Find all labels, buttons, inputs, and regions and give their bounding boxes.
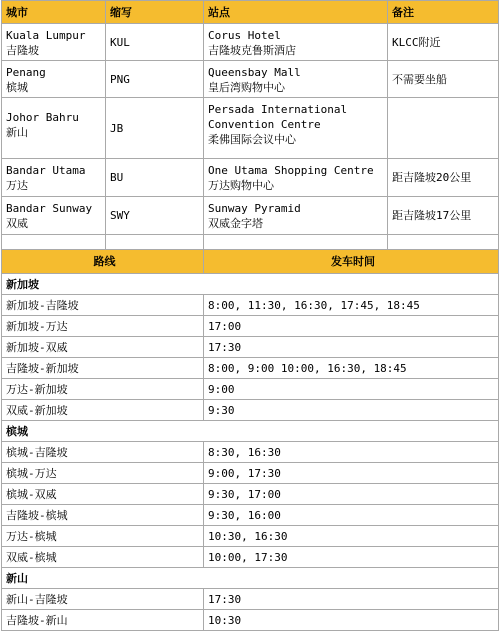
note-cell: 不需要坐船 bbox=[388, 61, 499, 98]
city-name-zh: 槟城 bbox=[6, 81, 28, 94]
header-abbr: 缩写 bbox=[106, 1, 204, 24]
route-cell: 新加坡-吉隆坡 bbox=[2, 295, 204, 316]
bus-info-document bbox=[1, 0, 498, 631]
table-row bbox=[2, 295, 499, 316]
abbr-cell: KUL bbox=[106, 24, 204, 61]
station-cell bbox=[204, 159, 388, 197]
station-cell bbox=[204, 24, 388, 61]
station-name-en-2: Convention Centre bbox=[208, 118, 321, 131]
header-note: 备注 bbox=[388, 1, 499, 24]
station-cell bbox=[204, 98, 388, 159]
city-name-en: Penang bbox=[6, 66, 46, 79]
departure-times-cell: 9:30, 16:00 bbox=[204, 505, 499, 526]
table-row bbox=[2, 316, 499, 337]
station-name-zh: 万达购物中心 bbox=[208, 179, 274, 192]
abbr-cell: JB bbox=[106, 98, 204, 159]
table-row bbox=[2, 98, 499, 159]
section-row bbox=[2, 568, 499, 589]
section-title: 槟城 bbox=[2, 421, 499, 442]
schedule-body bbox=[2, 274, 499, 631]
station-name-en: Persada International bbox=[208, 103, 348, 116]
section-row bbox=[2, 274, 499, 295]
table-row bbox=[2, 484, 499, 505]
station-name-zh: 吉隆坡克鲁斯酒店 bbox=[208, 44, 296, 57]
station-name-en: Corus Hotel bbox=[208, 29, 281, 42]
abbr-cell: BU bbox=[106, 159, 204, 197]
table-row bbox=[2, 505, 499, 526]
city-name-en: Kuala Lumpur bbox=[6, 29, 86, 42]
note-cell bbox=[388, 98, 499, 159]
route-cell: 吉隆坡-新加坡 bbox=[2, 358, 204, 379]
route-cell: 槟城-万达 bbox=[2, 463, 204, 484]
route-cell: 槟城-吉隆坡 bbox=[2, 442, 204, 463]
route-cell: 新山-吉隆坡 bbox=[2, 589, 204, 610]
table-row bbox=[2, 463, 499, 484]
table-row bbox=[2, 197, 499, 235]
section-row bbox=[2, 421, 499, 442]
station-cell bbox=[204, 197, 388, 235]
route-cell: 万达-槟城 bbox=[2, 526, 204, 547]
table-row bbox=[2, 337, 499, 358]
city-name-en: Bandar Utama bbox=[6, 164, 86, 177]
departure-times-cell: 17:00 bbox=[204, 316, 499, 337]
route-cell: 吉隆坡-槟城 bbox=[2, 505, 204, 526]
note-cell: 距吉隆坡17公里 bbox=[388, 197, 499, 235]
table-row bbox=[2, 379, 499, 400]
spacer-row bbox=[2, 235, 499, 250]
stations-header-row bbox=[2, 1, 499, 24]
departure-times-cell: 9:30 bbox=[204, 400, 499, 421]
station-name-en: One Utama Shopping Centre bbox=[208, 164, 374, 177]
city-name-en: Johor Bahru bbox=[6, 111, 79, 124]
departure-times-cell: 10:00, 17:30 bbox=[204, 547, 499, 568]
city-name-zh: 吉隆坡 bbox=[6, 44, 39, 57]
departure-times-cell: 8:00, 11:30, 16:30, 17:45, 18:45 bbox=[204, 295, 499, 316]
city-name-zh: 万达 bbox=[6, 179, 28, 192]
station-name-zh: 皇后湾购物中心 bbox=[208, 81, 285, 94]
city-cell bbox=[2, 24, 106, 61]
departure-times-cell: 9:30, 17:00 bbox=[204, 484, 499, 505]
city-cell bbox=[2, 98, 106, 159]
table-row bbox=[2, 24, 499, 61]
station-name-en: Queensbay Mall bbox=[208, 66, 301, 79]
route-cell: 新加坡-万达 bbox=[2, 316, 204, 337]
route-cell: 双威-新加坡 bbox=[2, 400, 204, 421]
stations-table bbox=[1, 0, 499, 250]
city-name-zh: 新山 bbox=[6, 126, 28, 139]
table-row bbox=[2, 159, 499, 197]
route-cell: 万达-新加坡 bbox=[2, 379, 204, 400]
table-row bbox=[2, 61, 499, 98]
table-row bbox=[2, 442, 499, 463]
section-title: 新山 bbox=[2, 568, 499, 589]
departure-times-cell: 8:00, 9:00 10:00, 16:30, 18:45 bbox=[204, 358, 499, 379]
departure-times-cell: 17:30 bbox=[204, 337, 499, 358]
station-name-zh: 双威金字塔 bbox=[208, 217, 263, 230]
departure-times-cell: 9:00 bbox=[204, 379, 499, 400]
header-departure-time: 发车时间 bbox=[204, 250, 499, 274]
schedule-header-row bbox=[2, 250, 499, 274]
departure-times-cell: 8:30, 16:30 bbox=[204, 442, 499, 463]
abbr-cell: PNG bbox=[106, 61, 204, 98]
city-cell bbox=[2, 159, 106, 197]
table-row bbox=[2, 358, 499, 379]
station-name-en: Sunway Pyramid bbox=[208, 202, 301, 215]
abbr-cell: SWY bbox=[106, 197, 204, 235]
note-cell: 距吉隆坡20公里 bbox=[388, 159, 499, 197]
table-row bbox=[2, 589, 499, 610]
table-row bbox=[2, 400, 499, 421]
station-name-zh: 柔佛国际会议中心 bbox=[208, 133, 296, 146]
route-cell: 新加坡-双威 bbox=[2, 337, 204, 358]
section-title: 新加坡 bbox=[2, 274, 499, 295]
table-row bbox=[2, 526, 499, 547]
table-row bbox=[2, 610, 499, 631]
departure-times-cell: 10:30, 16:30 bbox=[204, 526, 499, 547]
schedule-table bbox=[1, 249, 499, 631]
header-route: 路线 bbox=[2, 250, 204, 274]
city-cell bbox=[2, 197, 106, 235]
route-cell: 双威-槟城 bbox=[2, 547, 204, 568]
route-cell: 槟城-双威 bbox=[2, 484, 204, 505]
station-cell bbox=[204, 61, 388, 98]
departure-times-cell: 17:30 bbox=[204, 589, 499, 610]
departure-times-cell: 9:00, 17:30 bbox=[204, 463, 499, 484]
city-cell bbox=[2, 61, 106, 98]
table-row bbox=[2, 547, 499, 568]
header-station: 站点 bbox=[204, 1, 388, 24]
departure-times-cell: 10:30 bbox=[204, 610, 499, 631]
note-cell: KLCC附近 bbox=[388, 24, 499, 61]
city-name-zh: 双威 bbox=[6, 217, 28, 230]
route-cell: 吉隆坡-新山 bbox=[2, 610, 204, 631]
city-name-en: Bandar Sunway bbox=[6, 202, 93, 215]
header-city: 城市 bbox=[2, 1, 106, 24]
